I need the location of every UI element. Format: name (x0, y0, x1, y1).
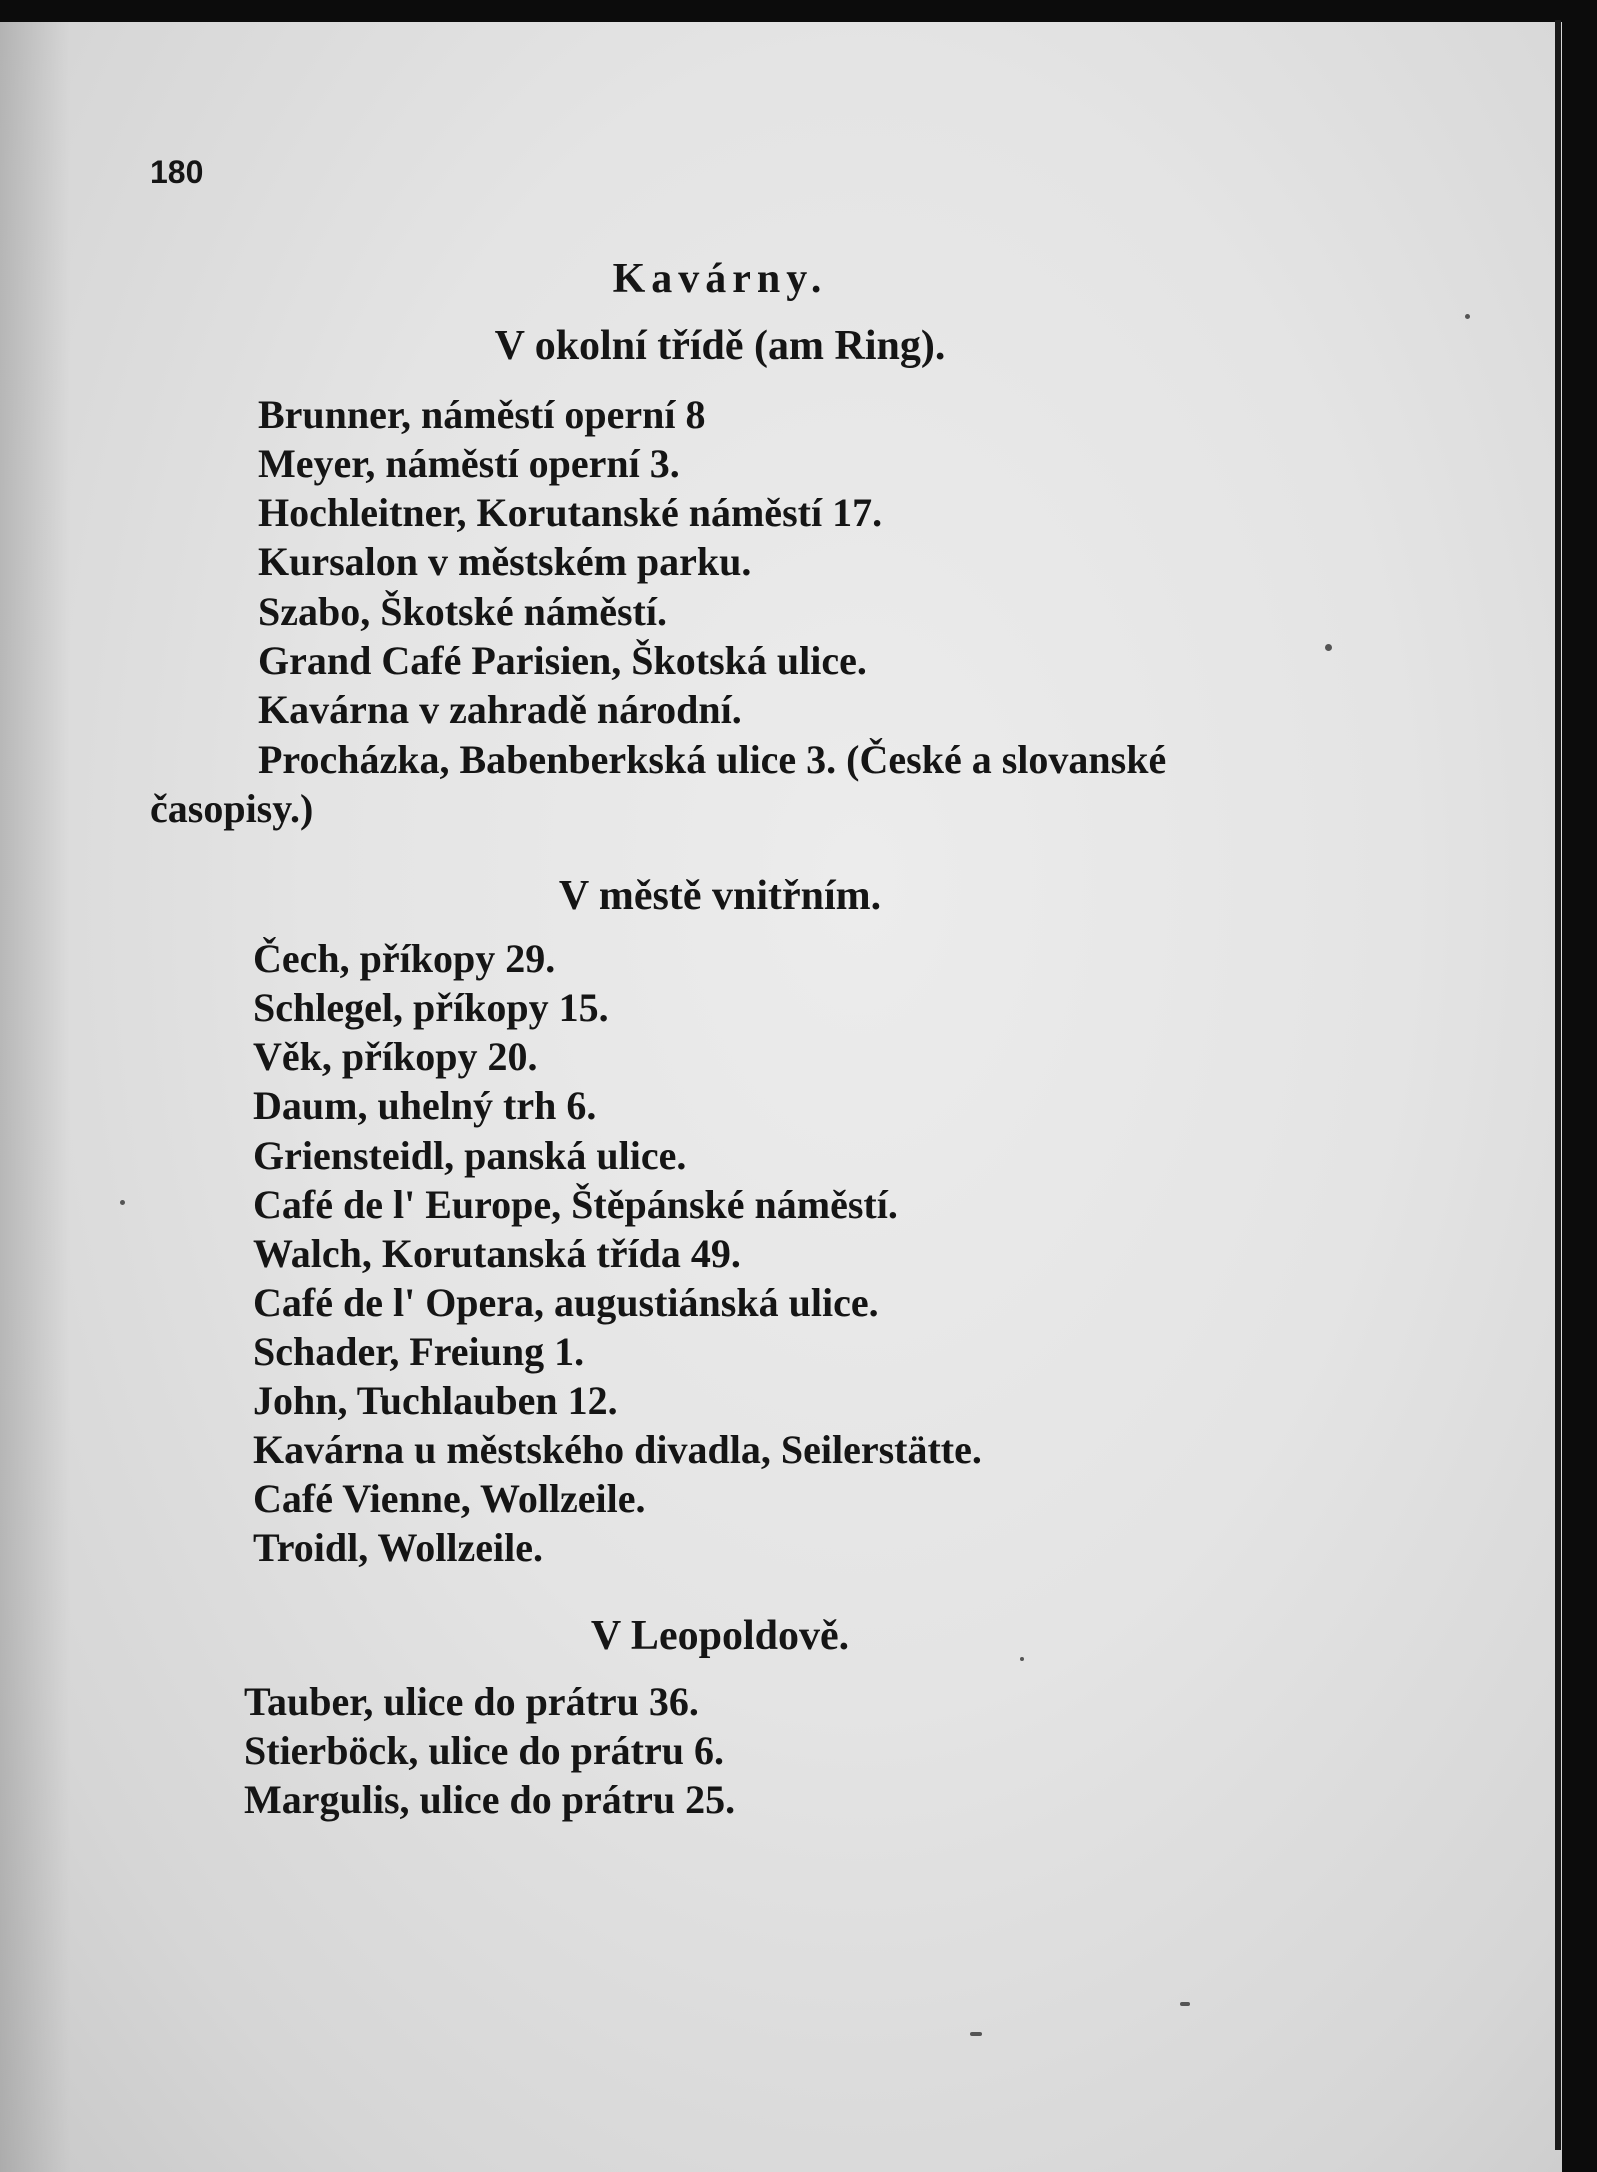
scan-speck (1325, 644, 1332, 651)
list-item: Kavárna u městského divadla, Seilerstätte. (253, 1427, 982, 1472)
list-item: Stierböck, ulice do prátru 6. (244, 1728, 724, 1773)
scan-speck (1465, 314, 1470, 319)
list-item: John, Tuchlauben 12. (253, 1378, 618, 1423)
list-item: Tauber, ulice do prátru 36. (244, 1679, 699, 1724)
list-item: Walch, Korutanská třída 49. (253, 1231, 741, 1276)
list-item: Meyer, náměstí operní 3. (258, 441, 680, 486)
list-item: Kursalon v městském parku. (258, 539, 752, 584)
list-item: Brunner, náměstí operní 8 (258, 392, 706, 437)
list-item: Troidl, Wollzeile. (253, 1525, 543, 1570)
section-heading-inner-city: V městě vnitřním. (558, 873, 882, 919)
page-number: 180 (150, 154, 204, 190)
list-item: Margulis, ulice do prátru 25. (244, 1777, 736, 1822)
section-heading-leopoldstadt: V Leopoldově. (590, 1613, 850, 1659)
list-item: Procházka, Babenberkská ulice 3. (České a slovanské (258, 737, 1167, 782)
scan-speck (120, 1200, 125, 1205)
list-item: Kavárna v zahradě národní. (258, 687, 742, 732)
list-item: Hochleitner, Korutanské náměstí 17. (258, 490, 883, 535)
book-spine (1555, 20, 1561, 2150)
list-item: Schlegel, příkopy 15. (253, 985, 609, 1030)
list-item: Grand Café Parisien, Škotská ulice. (258, 638, 867, 683)
scan-speck (970, 2032, 982, 2036)
list-item: Café Vienne, Wollzeile. (253, 1476, 646, 1521)
scan-speck (1020, 1657, 1024, 1661)
list-item: Café de l' Opera, augustiánská ulice. (253, 1280, 879, 1325)
list-item: Věk, příkopy 20. (253, 1034, 538, 1079)
list-item: Griensteidl, panská ulice. (253, 1133, 687, 1178)
list-item: Daum, uhelný trh 6. (253, 1083, 597, 1128)
list-item: Szabo, Škotské náměstí. (258, 589, 667, 634)
scan-speck (1180, 2002, 1190, 2006)
page-title: Kavárny. (612, 256, 828, 302)
list-item: Schader, Freiung 1. (253, 1329, 585, 1374)
list-item: Café de l' Europe, Štěpánské náměstí. (253, 1182, 898, 1227)
list-item: Čech, příkopy 29. (253, 936, 556, 981)
section-heading-ring: V okolní třídě (am Ring). (494, 323, 946, 369)
list-item-continuation: časopisy.) (150, 786, 314, 831)
book-page (0, 22, 1562, 2172)
